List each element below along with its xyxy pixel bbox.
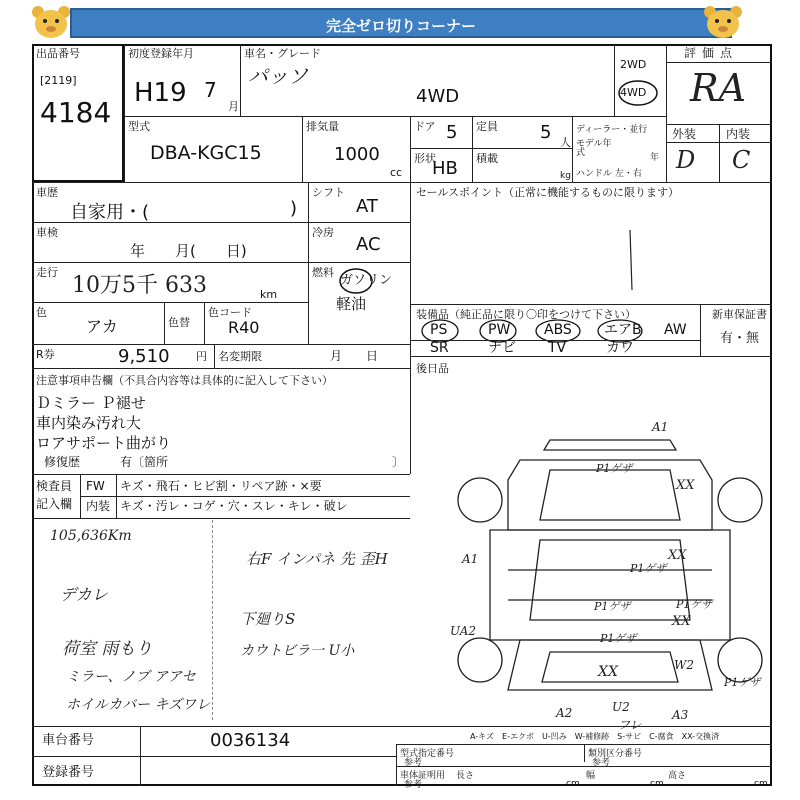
equip-navi: ナビ <box>488 340 516 356</box>
sales-point-label: セールスポイント（正常に機能するものに限ります） <box>416 186 680 199</box>
equipment-label: 装備品（純正品に限り〇印をつけて下さい） <box>416 308 636 321</box>
equip-aw: AW <box>664 322 687 338</box>
equip-airbag: エアB <box>604 322 642 338</box>
capacity-label: 定員 <box>476 120 498 133</box>
width-label: 幅 <box>586 771 596 781</box>
fw-label: FW <box>86 479 105 493</box>
damage-mark-13: W2 <box>674 658 694 672</box>
car-grade: 4WD <box>416 86 460 107</box>
history-label: 車歴 <box>36 186 58 199</box>
length-label: 長さ <box>456 771 475 781</box>
chassis-number: 0036134 <box>210 730 291 751</box>
damage-mark-14: P1ゲザ <box>724 676 761 689</box>
width-cm: cm <box>650 779 664 789</box>
notes-line-3: ロアサポート曲がり <box>36 434 172 452</box>
displacement-label: 排気量 <box>306 120 339 133</box>
type-cert-label: 型式指定番号 <box>400 749 455 759</box>
fw-items: キズ・飛石・ヒビ割・リペア跡・×要 <box>120 479 322 493</box>
handwritten-note-1: 右F インパネ 先 歪H <box>246 550 388 568</box>
ac-value: AC <box>356 234 381 255</box>
handle-label: ハンドル 左・右 <box>576 169 642 179</box>
damage-mark-4: A1 <box>462 552 479 566</box>
model-label: 型式 <box>128 120 150 133</box>
reg-number-label: 登録番号 <box>42 765 95 780</box>
damage-mark-15: A2 <box>556 706 573 720</box>
drive-4wd-circle-icon <box>616 78 660 108</box>
listing-number-label: 出品番号 <box>36 47 80 60</box>
length-cm: cm <box>566 779 580 789</box>
damage-mark-16: U2 <box>612 700 630 714</box>
recycle-label: R券 <box>36 348 55 361</box>
handwritten-note-3: カウトビラ一 U小 <box>240 643 355 659</box>
damage-mark-12: XX <box>598 664 618 680</box>
kg-unit: kg <box>560 171 571 181</box>
rear-items-label: 後日品 <box>416 362 449 375</box>
history-close: ) <box>290 198 298 219</box>
fuel-gasoline: ガソリン <box>340 273 393 288</box>
damage-mark-10: UA2 <box>450 624 477 638</box>
displacement-value: 1000 <box>334 144 380 165</box>
damage-mark-9: XX <box>672 614 691 629</box>
notes-label: 注意事項申告欄（不具合内容等は具体的に記入して下さい） <box>36 374 333 387</box>
handwritten-mileage: 105,636Km <box>50 528 132 544</box>
class-label: 類別区分番号 <box>588 749 643 759</box>
score-value: RA <box>690 66 747 110</box>
first-reg-month: 7 <box>204 78 217 102</box>
equip-ps: PS <box>430 322 448 338</box>
yen-unit: 円 <box>196 350 207 363</box>
inspection-value: 年 月( 日) <box>130 242 247 260</box>
damage-mark-2: P1ゲザ <box>596 462 633 475</box>
handwritten-note-4: デカレ <box>60 585 108 604</box>
color-code-value: R40 <box>228 318 260 337</box>
banner <box>70 8 732 38</box>
height-label: 高さ <box>668 771 687 781</box>
certificate-value: 有・無 <box>720 331 760 346</box>
recycle-amount: 9,510 <box>118 346 170 367</box>
first-reg-label: 初度登録年月 <box>128 47 194 60</box>
car-name: パッソ <box>248 64 308 88</box>
shift-label: シフト <box>312 186 345 199</box>
color-value: アカ <box>86 317 118 336</box>
equip-abs: ABS <box>544 322 572 338</box>
inspector-label-1: 検査員 <box>36 479 73 493</box>
mileage-label: 走行 <box>36 266 58 279</box>
damage-mark-5: P1ゲザ <box>630 562 667 575</box>
damage-mark-7: P1ゲザ <box>594 600 631 613</box>
bear-mascot-left-icon <box>28 4 74 40</box>
model-value: DBA-KGC15 <box>150 142 262 164</box>
km-unit: km <box>260 288 278 301</box>
color-code-label: 色コード <box>208 306 252 319</box>
inspector-label-2: 記入欄 <box>36 497 73 511</box>
exterior-grade: D <box>676 146 696 174</box>
interior-check-items: キズ・汚レ・コゲ・穴・スレ・キレ・破レ <box>120 499 348 513</box>
model-year-label: モデル年式 <box>576 139 612 158</box>
color-no-label: 色替 <box>168 316 190 329</box>
door-value: 5 <box>446 122 458 143</box>
banner-title: 完全ゼロ切りコーナー <box>325 17 476 35</box>
damage-mark-11: P1ゲザ <box>600 632 637 645</box>
equipment-circles-icon <box>416 316 706 346</box>
person-unit: 人 <box>560 136 571 149</box>
car-name-label: 車名・グレード <box>244 47 321 60</box>
fuel-circle-icon <box>336 266 376 296</box>
equip-pw: PW <box>488 322 511 338</box>
inspection-label: 車検 <box>36 226 58 239</box>
color-label: 色 <box>36 306 47 319</box>
vin-cert-ref: 参考 <box>404 780 423 790</box>
damage-mark-18: A3 <box>672 708 689 722</box>
cc-unit: cc <box>390 166 403 179</box>
damage-mark-8: P1ゲザ <box>676 598 713 611</box>
interior-grade: C <box>732 146 751 174</box>
shape-value: HB <box>432 158 458 179</box>
chassis-label: 車台番号 <box>42 733 95 748</box>
mileage-value: 10万5千 633 <box>72 273 207 298</box>
handwritten-note-5: 荷室 雨もり <box>62 639 153 659</box>
type-cert-ref: 参考 <box>404 758 423 768</box>
certificate-label: 新車保証書 <box>712 308 767 321</box>
load-label: 積載 <box>476 152 498 165</box>
listing-number: 4184 <box>40 96 112 129</box>
repair-value: 有〔箇所 <box>120 455 169 469</box>
first-reg-year: H19 <box>134 78 187 108</box>
capacity-value: 5 <box>540 122 552 143</box>
dealer-label: ディーラー・並行 <box>576 125 648 135</box>
vin-cert-label: 車体証明用 <box>400 771 446 781</box>
expiry-label: 名変期限 <box>218 350 262 363</box>
exterior-label: 外装 <box>672 127 697 141</box>
interior-label: 内装 <box>726 127 751 141</box>
sales-point-scribble <box>600 220 660 310</box>
damage-legend: A-キズ E-エクボ U-凹み W-補修跡 S-サビ C-腐食 XX-交換済 <box>470 732 720 741</box>
month-unit: 月 <box>228 100 239 113</box>
class-ref: 参考 <box>592 758 611 768</box>
notes-line-1: Ｄミラー Ｐ褪せ <box>36 394 146 412</box>
repair-close: 〕 <box>392 455 405 469</box>
height-cm: cm <box>754 779 768 789</box>
score-label: 評価点 <box>684 46 739 60</box>
fuel-label: 燃料 <box>312 266 334 279</box>
year-unit: 年 <box>650 153 660 163</box>
drive-2wd: 2WD <box>620 58 647 71</box>
handwritten-note-6: ミラー、ノブ アアセ <box>66 669 196 685</box>
damage-mark-3: XX <box>676 478 695 493</box>
ac-label: 冷房 <box>312 226 334 239</box>
bear-mascot-right-icon <box>700 4 746 40</box>
damage-mark-6: XX <box>668 548 687 563</box>
equip-leather: カワ <box>606 340 634 356</box>
shift-value: AT <box>356 196 378 217</box>
expiry-value: 月 日 <box>330 349 379 363</box>
damage-mark-1: A1 <box>652 420 669 434</box>
handwritten-note-2: 下廻りS <box>240 610 296 628</box>
history-value: 自家用・( <box>70 202 150 223</box>
handwritten-note-7: ホイルカバー キズワレ <box>66 697 211 713</box>
shape-label: 形状 <box>414 152 436 165</box>
fuel-diesel: 軽油 <box>336 295 367 313</box>
equip-sr: SR <box>430 340 449 356</box>
repair-label: 修復歴 <box>44 455 81 469</box>
damage-mark-17: フレ <box>618 718 642 732</box>
interior-check-label: 内装 <box>86 499 111 513</box>
drive-4wd: 4WD <box>620 86 647 99</box>
notes-line-2: 車内染み汚れ大 <box>36 414 142 432</box>
door-label: ドア <box>414 120 436 133</box>
equip-tv: TV <box>548 340 567 356</box>
listing-sub-number: [2119] <box>40 74 77 87</box>
